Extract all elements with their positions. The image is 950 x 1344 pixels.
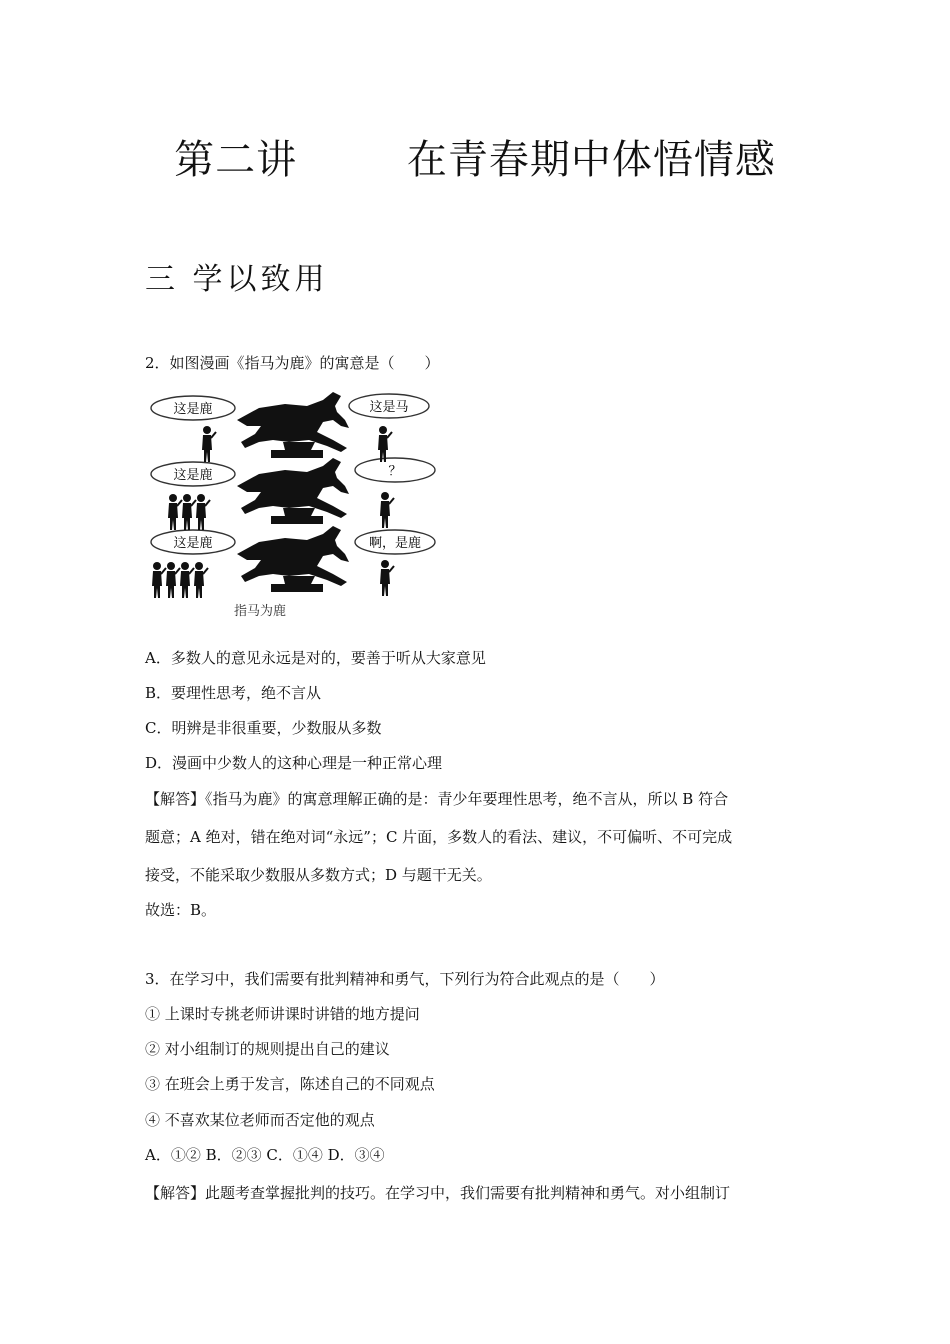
- person-icon: [180, 562, 194, 598]
- q2-option-b: B．要理性思考，绝不言从: [145, 684, 322, 702]
- horse-silhouette-1: [237, 392, 349, 458]
- q2-choice: 故选：B。: [145, 901, 217, 919]
- person-icon: [202, 426, 216, 462]
- bubble-right-2: ？: [388, 464, 402, 479]
- q3-answer-start: 【解答】此题考查掌握批判的技巧。在学习中，我们需要有批判精神和勇气。对小组制订: [145, 1184, 731, 1202]
- question-2-stem: 2．如图漫画《指马为鹿》的寓意是（ ）: [145, 354, 440, 372]
- q2-option-a: A．多数人的意见永远是对的，要善于听从大家意见: [145, 649, 486, 667]
- cartoon-figure: [145, 388, 445, 624]
- q2-option-d: D．漫画中少数人的这种心理是一种正常心理: [145, 754, 443, 772]
- page-title: 第二讲 在青春期中体悟情感: [174, 137, 776, 183]
- bubble-right-3: 啊，是鹿: [368, 536, 422, 551]
- horse-silhouette-2: [237, 458, 349, 524]
- q2-answer-line-3: 接受，不能采取少数服从多数方式；D 与题干无关。: [145, 866, 492, 884]
- q3-item-2: ② 对小组制订的规则提出自己的建议: [145, 1040, 390, 1058]
- section-heading: 三 学以致用: [145, 262, 329, 297]
- q2-answer-line-1: 【解答】《指马为鹿》的寓意理解正确的是：青少年要理性思考，绝不言从，所以 B 符合: [145, 790, 729, 808]
- person-icon: [378, 426, 392, 462]
- q3-item-4: ④ 不喜欢某位老师而否定他的观点: [145, 1111, 375, 1129]
- cartoon-illustration: [145, 388, 445, 598]
- person-icon: [194, 562, 208, 598]
- q3-item-1: ① 上课时专挑老师讲课时讲错的地方提问: [145, 1005, 420, 1023]
- person-icon: [166, 562, 180, 598]
- person-icon: [152, 562, 166, 598]
- bubble-left-3: 这是鹿: [173, 536, 213, 551]
- horse-silhouette-3: [237, 526, 349, 592]
- person-icon: [380, 560, 394, 596]
- q2-option-c: C．明辨是非很重要，少数服从多数: [145, 719, 382, 737]
- q2-answer-line-2: 题意；A 绝对，错在绝对词“永远”；C 片面，多数人的看法、建议，不可偏听、不可完成: [145, 828, 733, 846]
- question-3-stem: 3．在学习中，我们需要有批判精神和勇气，下列行为符合此观点的是（ ）: [145, 970, 665, 988]
- q3-options: A．①② B．②③ C．①④ D．③④: [145, 1146, 385, 1164]
- q3-item-3: ③ 在班会上勇于发言，陈述自己的不同观点: [145, 1075, 435, 1093]
- person-icon: [182, 494, 196, 530]
- bubble-left-2: 这是鹿: [173, 468, 213, 483]
- cartoon-caption: 指马为鹿: [233, 604, 286, 619]
- person-icon: [380, 492, 394, 528]
- person-icon: [168, 494, 182, 530]
- bubble-right-1: 这是马: [369, 400, 409, 415]
- bubble-left-1: 这是鹿: [173, 402, 213, 417]
- person-icon: [196, 494, 210, 530]
